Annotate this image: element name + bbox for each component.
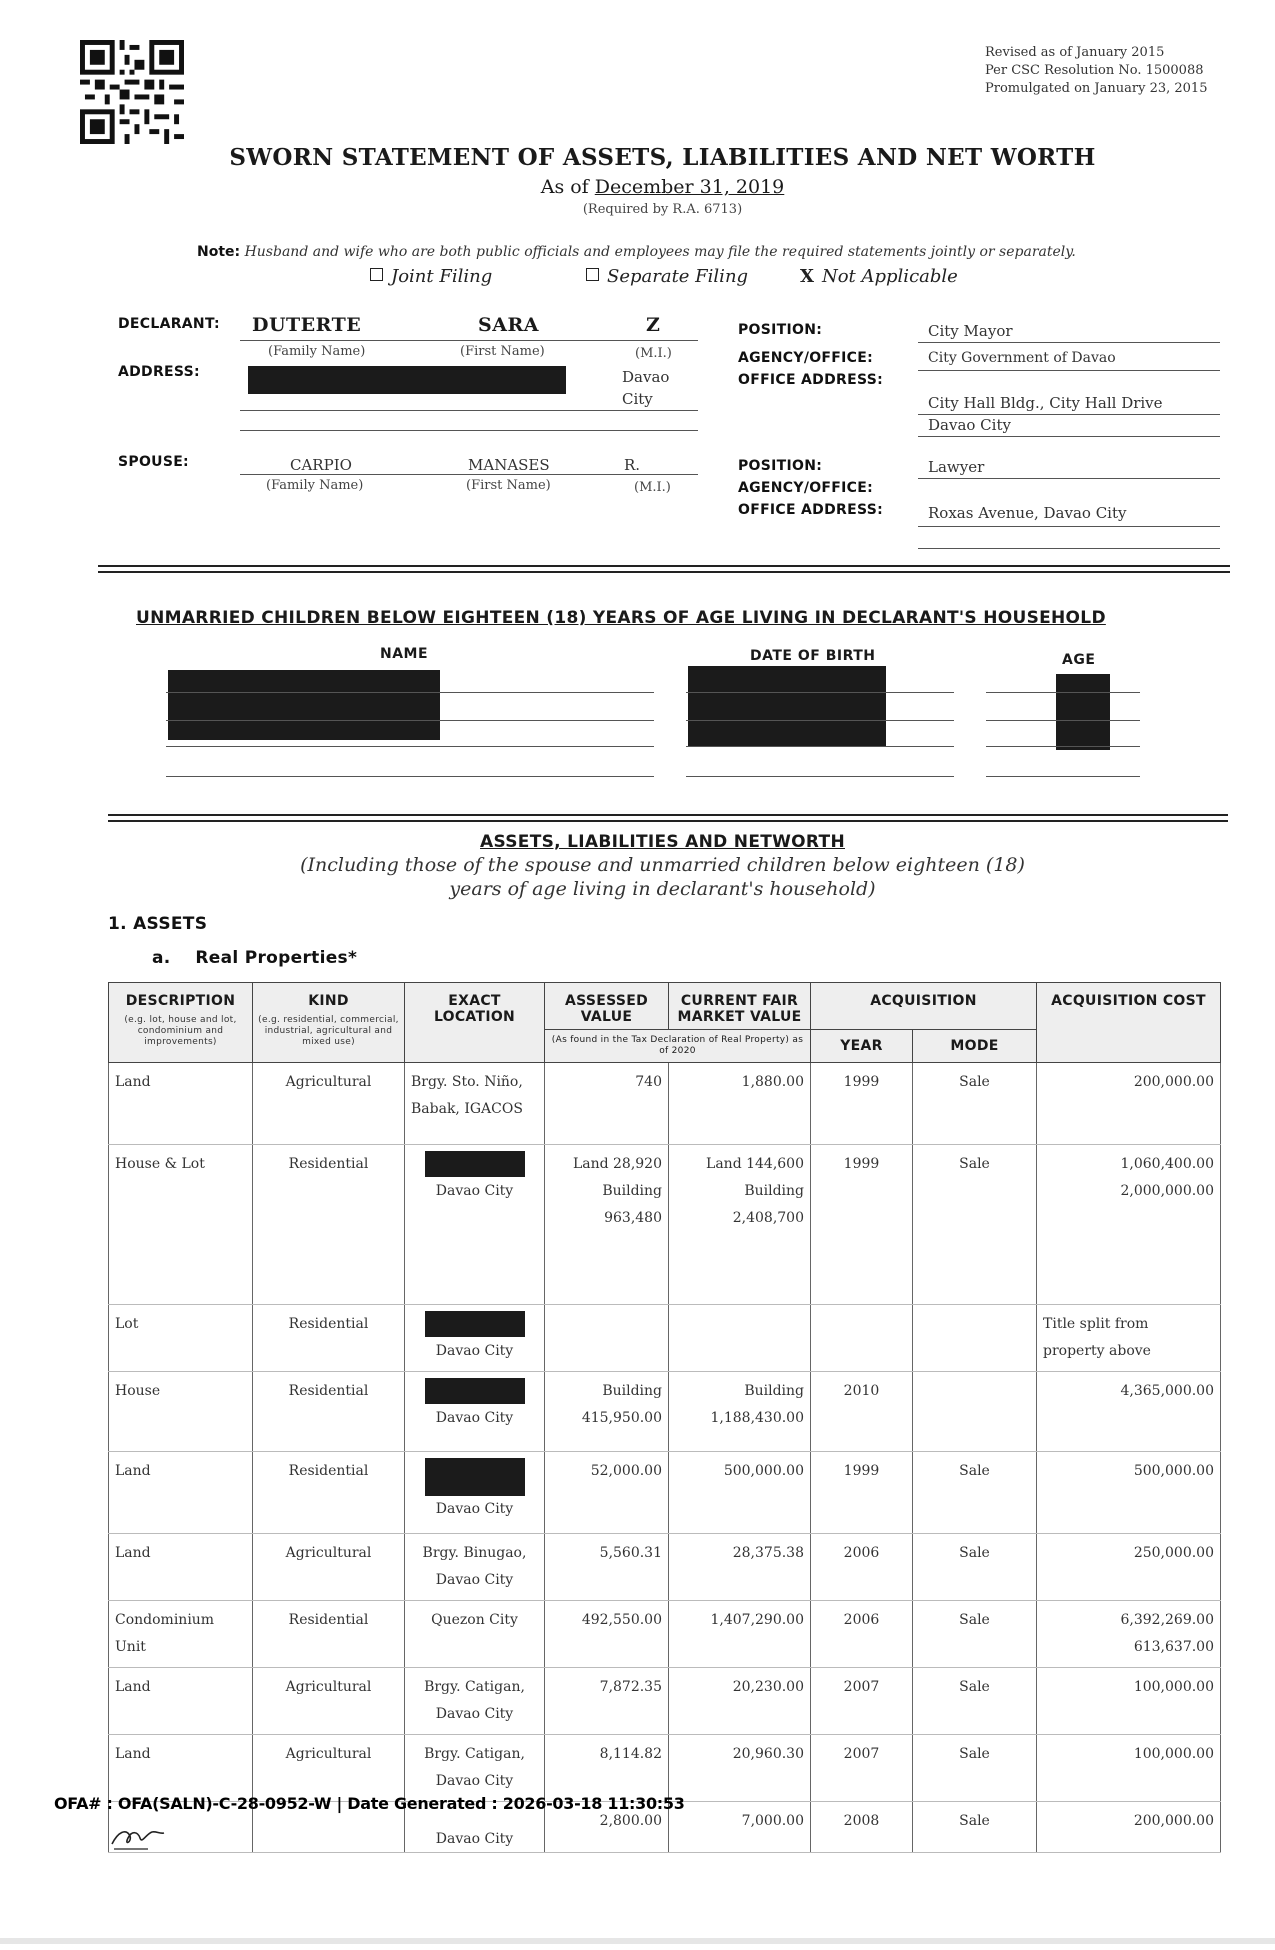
cell-location: Brgy. Sto. Niño, Babak, IGACOS xyxy=(405,1063,545,1145)
office-address-line2: Davao City xyxy=(928,416,1011,434)
table-row xyxy=(109,1534,1221,1601)
cell-mode: Sale xyxy=(913,1601,1037,1668)
year-header: YEAR xyxy=(811,1030,913,1063)
table-header-row xyxy=(109,983,1221,1030)
cell-location: Quezon City xyxy=(405,1601,545,1668)
divider xyxy=(986,692,1140,693)
divider xyxy=(918,342,1220,343)
table-row xyxy=(109,1601,1221,1668)
redacted-child-name xyxy=(168,670,440,740)
joint-filing-option[interactable] xyxy=(370,266,492,287)
redacted-child-dob xyxy=(688,666,886,746)
document-title: SWORN STATEMENT OF ASSETS, LIABILITIES AND NET WORTH xyxy=(229,144,1096,171)
cell-location: Brgy. Catigan, Davao City xyxy=(405,1668,545,1735)
cell-location: Davao City xyxy=(405,1802,545,1853)
cell-year: 2007 xyxy=(811,1735,913,1802)
child-age-header: AGE xyxy=(1062,652,1096,668)
tax-declaration-note: (As found in the Tax Declaration of Real Property) as of 2020 xyxy=(545,1030,811,1063)
spouse-label: SPOUSE: xyxy=(118,454,189,470)
cell-cost: 200,000.00 xyxy=(1037,1063,1221,1145)
cell-year: 1999 xyxy=(811,1145,913,1305)
as-of-prefix: As of xyxy=(540,176,589,198)
divider xyxy=(918,478,1220,479)
cell-kind: Agricultural xyxy=(253,1735,405,1802)
cell-assessed: 52,000.00 xyxy=(545,1452,669,1534)
assessed-header: ASSESSED VALUE xyxy=(545,983,669,1030)
redacted-location xyxy=(425,1458,525,1496)
section-divider xyxy=(108,820,1228,822)
mi-caption: (M.I.) xyxy=(634,480,671,495)
divider xyxy=(240,340,698,341)
alnw-title-wrap xyxy=(0,832,1275,852)
cell-mode: Sale xyxy=(913,1735,1037,1802)
cell-kind: Agricultural xyxy=(253,1668,405,1735)
cell-description: Lot xyxy=(109,1305,253,1372)
first-caption: (First Name) xyxy=(466,478,551,493)
note-label: Note: xyxy=(197,244,241,260)
declarant-label: DECLARANT: xyxy=(118,316,220,332)
cell-fmv: 1,880.00 xyxy=(669,1063,811,1145)
option-label: Separate Filing xyxy=(607,266,749,287)
position-label: POSITION: xyxy=(738,458,823,474)
cell-fmv xyxy=(669,1305,811,1372)
acquisition-header: ACQUISITION xyxy=(811,983,1037,1030)
document-id-stamp: OFA# : OFA(SALN)-C-28-0952-W | Date Generated : 2026-03-18 11:30:53 xyxy=(54,1794,685,1813)
cell-year xyxy=(811,1305,913,1372)
divider xyxy=(918,526,1220,527)
cell-kind: Residential xyxy=(253,1601,405,1668)
address-label: ADDRESS: xyxy=(118,364,200,380)
cell-cost: 100,000.00 xyxy=(1037,1668,1221,1735)
real-properties-table xyxy=(108,982,1221,1853)
child-name-header: NAME xyxy=(380,646,429,662)
children-section-title: UNMARRIED CHILDREN BELOW EIGHTEEN (18) YEARS OF AGE LIVING IN DECLARANT'S HOUSEHOLD xyxy=(136,608,1106,628)
redacted-location xyxy=(425,1151,525,1177)
divider xyxy=(240,430,698,431)
cell-assessed: 492,550.00 xyxy=(545,1601,669,1668)
table-row xyxy=(109,1668,1221,1735)
header-label: DESCRIPTION xyxy=(125,993,236,1009)
as-of-date: December 31, 2019 xyxy=(594,176,785,198)
divider xyxy=(918,414,1220,415)
family-caption: (Family Name) xyxy=(266,478,364,493)
redacted-address xyxy=(248,366,566,394)
agency-label: AGENCY/OFFICE: xyxy=(738,480,874,496)
declarant-first-name: SARA xyxy=(478,314,539,336)
cell-fmv: Land 144,600 Building 2,408,700 xyxy=(669,1145,811,1305)
header-label: KIND xyxy=(308,993,349,1009)
cell-cost: 100,000.00 xyxy=(1037,1735,1221,1802)
cell-fmv: 1,407,290.00 xyxy=(669,1601,811,1668)
divider xyxy=(986,720,1140,721)
revision-note xyxy=(985,44,1207,98)
child-dob-header: DATE OF BIRTH xyxy=(750,648,876,664)
checkbox-icon[interactable] xyxy=(370,268,383,281)
location-text: Davao City xyxy=(435,1501,514,1517)
divider xyxy=(918,548,1220,549)
position-label: POSITION: xyxy=(738,322,823,338)
cell-year: 2010 xyxy=(811,1372,913,1452)
cell-kind: Residential xyxy=(253,1145,405,1305)
acquisition-cost-header: ACQUISITION COST xyxy=(1037,983,1221,1063)
address-city-line2: City xyxy=(622,390,653,408)
redacted-location xyxy=(425,1378,525,1404)
qr-code-icon xyxy=(80,40,184,144)
cell-description: Condominium Unit xyxy=(109,1601,253,1668)
cell-mode: Sale xyxy=(913,1063,1037,1145)
cell-assessed: 740 xyxy=(545,1063,669,1145)
cell-fmv: 20,960.30 xyxy=(669,1735,811,1802)
divider xyxy=(686,746,954,747)
cell-location: Brgy. Binugao, Davao City xyxy=(405,1534,545,1601)
cell-year: 1999 xyxy=(811,1452,913,1534)
alnw-subtitle-2: years of age living in declarant's household) xyxy=(449,878,876,900)
section-divider xyxy=(98,571,1230,573)
cell-description: Land xyxy=(109,1534,253,1601)
declarant-position: City Mayor xyxy=(928,322,1013,340)
cell-assessed: 5,560.31 xyxy=(545,1534,669,1601)
cell-cost: 200,000.00 xyxy=(1037,1802,1221,1853)
cell-fmv: 28,375.38 xyxy=(669,1534,811,1601)
table-row xyxy=(109,1452,1221,1534)
alnw-title: ASSETS, LIABILITIES AND NETWORTH xyxy=(480,832,845,852)
cell-mode: Sale xyxy=(913,1802,1037,1853)
cell-fmv: 7,000.00 xyxy=(669,1802,811,1853)
cell-assessed: 7,872.35 xyxy=(545,1668,669,1735)
divider xyxy=(986,776,1140,777)
cell-year: 1999 xyxy=(811,1063,913,1145)
cell-cost: 4,365,000.00 xyxy=(1037,1372,1221,1452)
cell-description: Land xyxy=(109,1452,253,1534)
declarant-family-name: DUTERTE xyxy=(252,314,362,336)
filing-note xyxy=(197,244,1076,260)
table-row xyxy=(109,1145,1221,1305)
cell-kind: Residential xyxy=(253,1452,405,1534)
as-of-line xyxy=(0,176,1275,198)
cell-assessed: Building 415,950.00 xyxy=(545,1372,669,1452)
cell-year: 2006 xyxy=(811,1534,913,1601)
fair-market-header: CURRENT FAIR MARKET VALUE xyxy=(669,983,811,1030)
table-row xyxy=(109,1372,1221,1452)
separate-filing-option[interactable] xyxy=(586,266,748,287)
divider xyxy=(686,776,954,777)
cell-mode: Sale xyxy=(913,1534,1037,1601)
office-address-label: OFFICE ADDRESS: xyxy=(738,502,884,518)
cell-location xyxy=(405,1452,545,1534)
option-label: Joint Filing xyxy=(391,266,493,287)
alnw-subtitle-1: (Including those of the spouse and unmarried children below eighteen (18) xyxy=(300,854,1025,876)
cell-mode xyxy=(913,1372,1037,1452)
office-address-line1: City Hall Bldg., City Hall Drive xyxy=(928,394,1163,412)
cell-kind: Agricultural xyxy=(253,1534,405,1601)
divider xyxy=(166,746,654,747)
divider xyxy=(918,370,1220,371)
spouse-office-address: Roxas Avenue, Davao City xyxy=(928,504,1127,522)
cell-description: Land xyxy=(109,1668,253,1735)
cell-location xyxy=(405,1372,545,1452)
cell-mode: Sale xyxy=(913,1145,1037,1305)
description-header xyxy=(109,983,253,1063)
table-row xyxy=(109,1063,1221,1145)
cell-assessed: Land 28,920 Building 963,480 xyxy=(545,1145,669,1305)
mi-caption: (M.I.) xyxy=(635,346,672,361)
cell-cost: 6,392,269.00 613,637.00 xyxy=(1037,1601,1221,1668)
cell-location xyxy=(405,1145,545,1305)
assets-heading: 1. ASSETS xyxy=(108,914,208,934)
cell-year: 2006 xyxy=(811,1601,913,1668)
cell-kind: Agricultural xyxy=(253,1063,405,1145)
cell-location: Brgy. Catigan, Davao City xyxy=(405,1735,545,1802)
cell-fmv: Building 1,188,430.00 xyxy=(669,1372,811,1452)
header-note: (e.g. residential, commercial, industrial, agricultural and mixed use) xyxy=(258,1015,399,1047)
location-text: Davao City xyxy=(435,1343,514,1359)
x-mark-icon: X xyxy=(800,266,814,287)
redacted-child-age xyxy=(1056,674,1110,750)
location-header: EXACT LOCATION xyxy=(405,983,545,1063)
spouse-family-name: CARPIO xyxy=(290,456,352,474)
kind-header xyxy=(253,983,405,1063)
cell-fmv: 500,000.00 xyxy=(669,1452,811,1534)
location-text: Davao City xyxy=(435,1183,514,1199)
divider xyxy=(240,474,698,475)
table-row xyxy=(109,1735,1221,1802)
real-properties-heading: a. Real Properties* xyxy=(152,948,358,968)
cell-location xyxy=(405,1305,545,1372)
office-address-label: OFFICE ADDRESS: xyxy=(738,372,884,388)
divider xyxy=(686,720,954,721)
divider xyxy=(240,410,698,411)
address-city-line1: Davao xyxy=(622,368,670,386)
scan-edge xyxy=(0,1938,1275,1944)
mode-header: MODE xyxy=(913,1030,1037,1063)
cell-cost: 250,000.00 xyxy=(1037,1534,1221,1601)
cell-assessed xyxy=(545,1305,669,1372)
revision-line: Promulgated on January 23, 2015 xyxy=(985,81,1208,96)
option-label: Not Applicable xyxy=(821,266,958,287)
divider xyxy=(166,720,654,721)
cell-assessed: 2,800.00 xyxy=(545,1802,669,1853)
cell-mode: Sale xyxy=(913,1668,1037,1735)
cell-description: Land xyxy=(109,1063,253,1145)
table-row xyxy=(109,1305,1221,1372)
cell-cost: 500,000.00 xyxy=(1037,1452,1221,1534)
cell-cost: 1,060,400.00 2,000,000.00 xyxy=(1037,1145,1221,1305)
revision-line: Per CSC Resolution No. 1500088 xyxy=(985,63,1204,78)
cell-description: House & Lot xyxy=(109,1145,253,1305)
note-text: Husband and wife who are both public officials and employees may file the required statements jointly or separately. xyxy=(244,244,1076,260)
first-caption: (First Name) xyxy=(460,344,545,359)
revision-line: Revised as of January 2015 xyxy=(985,45,1165,60)
checkbox-icon[interactable] xyxy=(586,268,599,281)
redacted-location xyxy=(425,1311,525,1337)
declarant-agency: City Government of Davao xyxy=(928,350,1116,366)
divider xyxy=(918,436,1220,437)
required-by: (Required by R.A. 6713) xyxy=(582,202,743,217)
section-divider xyxy=(98,565,1230,567)
family-caption: (Family Name) xyxy=(268,344,366,359)
cell-description: Land xyxy=(109,1735,253,1802)
spouse-position: Lawyer xyxy=(928,458,985,476)
declarant-mi: Z xyxy=(646,314,661,336)
agency-label: AGENCY/OFFICE: xyxy=(738,350,874,366)
cell-year: 2007 xyxy=(811,1668,913,1735)
spouse-first-name: MANASES xyxy=(468,456,550,474)
divider xyxy=(986,746,1140,747)
header-note: (e.g. lot, house and lot, condominium and improvements) xyxy=(124,1015,237,1047)
not-applicable-option[interactable] xyxy=(800,266,958,287)
cell-kind: Residential xyxy=(253,1372,405,1452)
location-text: Davao City xyxy=(435,1410,514,1426)
divider xyxy=(166,776,654,777)
cell-fmv: 20,230.00 xyxy=(669,1668,811,1735)
section-divider xyxy=(108,814,1228,816)
initials-signature-icon xyxy=(108,1822,168,1852)
cell-mode xyxy=(913,1305,1037,1372)
cell-kind: Residential xyxy=(253,1305,405,1372)
cell-mode: Sale xyxy=(913,1452,1037,1534)
divider xyxy=(166,692,654,693)
cell-description: House xyxy=(109,1372,253,1452)
cell-year: 2008 xyxy=(811,1802,913,1853)
cell-assessed: 8,114.82 xyxy=(545,1735,669,1802)
cell-cost: Title split from property above xyxy=(1037,1305,1221,1372)
divider xyxy=(686,692,954,693)
spouse-mi: R. xyxy=(624,456,641,474)
